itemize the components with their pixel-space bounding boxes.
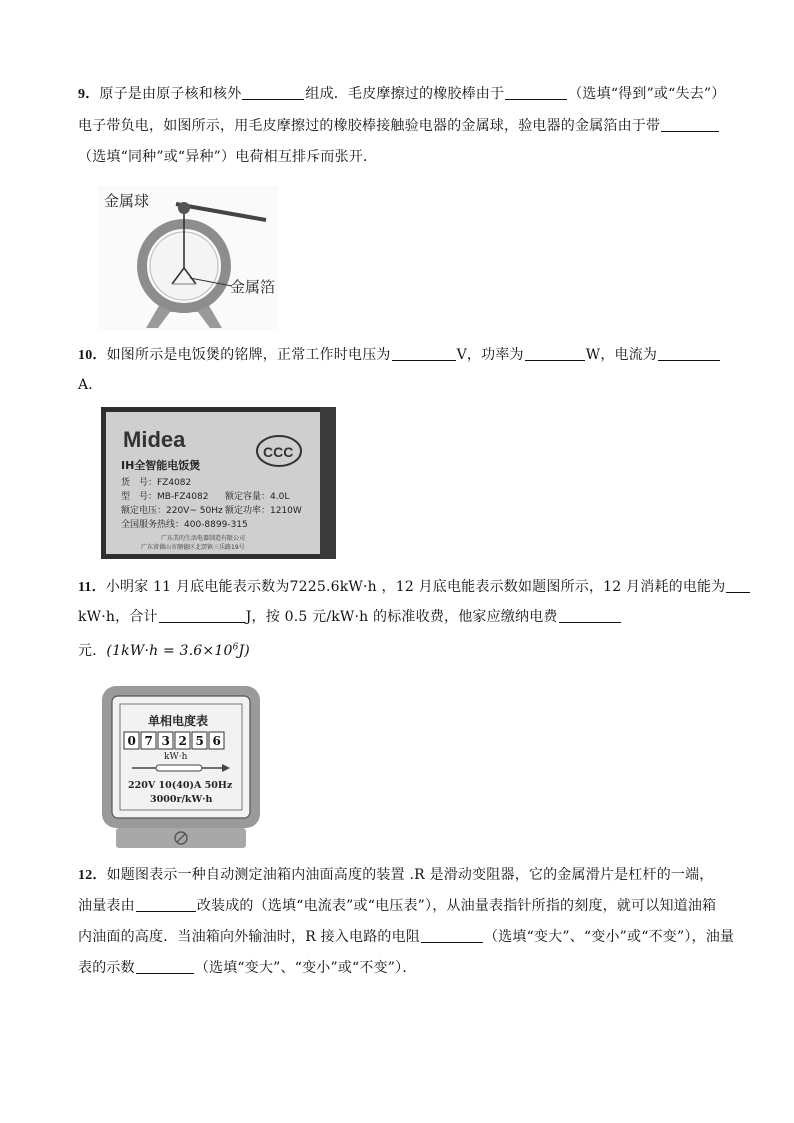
meter-digit: 5: [195, 734, 204, 748]
question-number: 10．: [78, 348, 107, 363]
q11-text: 元．: [78, 643, 107, 659]
plate-row: 全国服务热线：400-8899-315: [121, 520, 248, 530]
q10-text: W，电流为: [585, 347, 658, 363]
q11-line-2: [78, 606, 622, 626]
answer-blank[interactable]: [559, 608, 621, 623]
answer-blank[interactable]: [661, 117, 719, 132]
question-number: 12．: [78, 868, 107, 883]
brand-logo: Midea: [123, 427, 186, 452]
q11-text: kW·h，合计: [78, 609, 158, 625]
q12-line-3: [78, 926, 734, 946]
q11-line-3: [78, 640, 250, 660]
q11-text: 小明家 11 月底电能表示数为7225.6kW·h ，12 月底电能表示数如题图所示，12 月消耗的电能为: [105, 579, 726, 595]
answer-blank[interactable]: [392, 346, 456, 361]
meter-digit: 2: [178, 734, 187, 748]
q12-text: 改装成的（选填“电流表”或“电压表”），从油量表指针所指的刻度，就可以知道油箱: [196, 898, 717, 914]
plate-row: 额定电压：220V~ 50Hz: [121, 506, 223, 516]
nameplate-figure: [101, 407, 336, 559]
q10-text: A．: [78, 377, 103, 393]
q12-text: 如题图表示一种自动测定油箱内油面高度的装置 .R 是滑动变阻器，它的金属滑片是杠杆的一端，: [106, 867, 714, 883]
q12-text: （选填“变大”、“变小”或“不变”），油量: [484, 929, 735, 945]
q11-text: J，按 0.5 元/kW·h 的标准收费，他家应缴纳电费: [245, 609, 558, 625]
plate-row: 额定功率：1210W: [225, 506, 302, 516]
plate-row: 广东美的生活电器制造有限公司: [161, 535, 246, 542]
electroscope-figure: [98, 186, 278, 331]
q9-text: （选填“得到”或“失去”）: [568, 86, 726, 102]
answer-blank[interactable]: [242, 85, 304, 100]
meter-digit: 3: [161, 734, 170, 748]
answer-blank[interactable]: [658, 346, 720, 361]
meter-digit: 6: [212, 734, 221, 748]
answer-blank[interactable]: [726, 578, 750, 593]
answer-blank[interactable]: [136, 959, 194, 974]
q12-text: 表的示数: [78, 960, 135, 976]
energy-meter-figure: [100, 684, 262, 850]
q10-text: 如图所示是电饭煲的铭牌，正常工作时电压为: [106, 347, 391, 363]
plate-row: 广东省佛山市顺德区北滘镇三乐路19号: [141, 544, 245, 551]
meter-title: 单相电度表: [148, 714, 209, 728]
plate-row: 额定容量：4.0L: [225, 492, 290, 502]
answer-blank[interactable]: [159, 608, 245, 623]
foil-label: 金属箔: [230, 278, 276, 296]
product-name: IH全智能电饭煲: [121, 459, 201, 472]
answer-blank[interactable]: [421, 928, 483, 943]
q10-line-1: [78, 344, 721, 364]
meter-digit: 7: [144, 734, 153, 748]
question-number: 11．: [78, 580, 106, 595]
q9-text: （选填“同种”或“异种”）电荷相互排斥而张开．: [78, 149, 378, 165]
q12-line-4: [78, 957, 417, 977]
meter-digit: 0: [127, 734, 136, 748]
ccc-mark: CCC: [263, 444, 294, 460]
meter-spec: 220V 10(40)A 50Hz: [128, 780, 233, 791]
q9-text: 组成．毛皮摩擦过的橡胶棒由于: [305, 86, 505, 102]
q10-line-2: [78, 374, 103, 394]
meter-spec: 3000r/kW·h: [150, 794, 213, 805]
q10-text: V，功率为: [456, 347, 524, 363]
answer-blank[interactable]: [525, 346, 585, 361]
meter-unit: kW·h: [164, 752, 188, 762]
formula: $(1kW\cdot h = 3.6\times 10^6J)$: [106, 642, 250, 659]
q12-text: 内油面的高度．当油箱向外输油时，R 接入电路的电阻: [78, 929, 420, 945]
q11-line-1: [78, 576, 751, 596]
question-number: 9．: [78, 87, 100, 102]
q9-line-3: [78, 146, 377, 166]
answer-blank[interactable]: [505, 85, 567, 100]
q12-line-1: [78, 864, 714, 884]
plate-row: 货 号：FZ4082: [121, 478, 192, 488]
q12-text: 油量表由: [78, 898, 135, 914]
q9-text: 电子带负电，如图所示，用毛皮摩擦过的橡胶棒接触验电器的金属球，验电器的金属箔由于带: [78, 118, 661, 134]
q9-text: 原子是由原子核和核外: [99, 86, 242, 102]
ball-label: 金属球: [104, 192, 150, 210]
answer-blank[interactable]: [136, 897, 196, 912]
q9-line-2: [78, 115, 720, 135]
q12-line-2: [78, 895, 716, 915]
q12-text: （选填“变大”、“变小”或“不变”）．: [194, 960, 417, 976]
q9-line-1: [78, 83, 725, 103]
plate-row: 型 号：MB-FZ4082: [121, 492, 209, 502]
